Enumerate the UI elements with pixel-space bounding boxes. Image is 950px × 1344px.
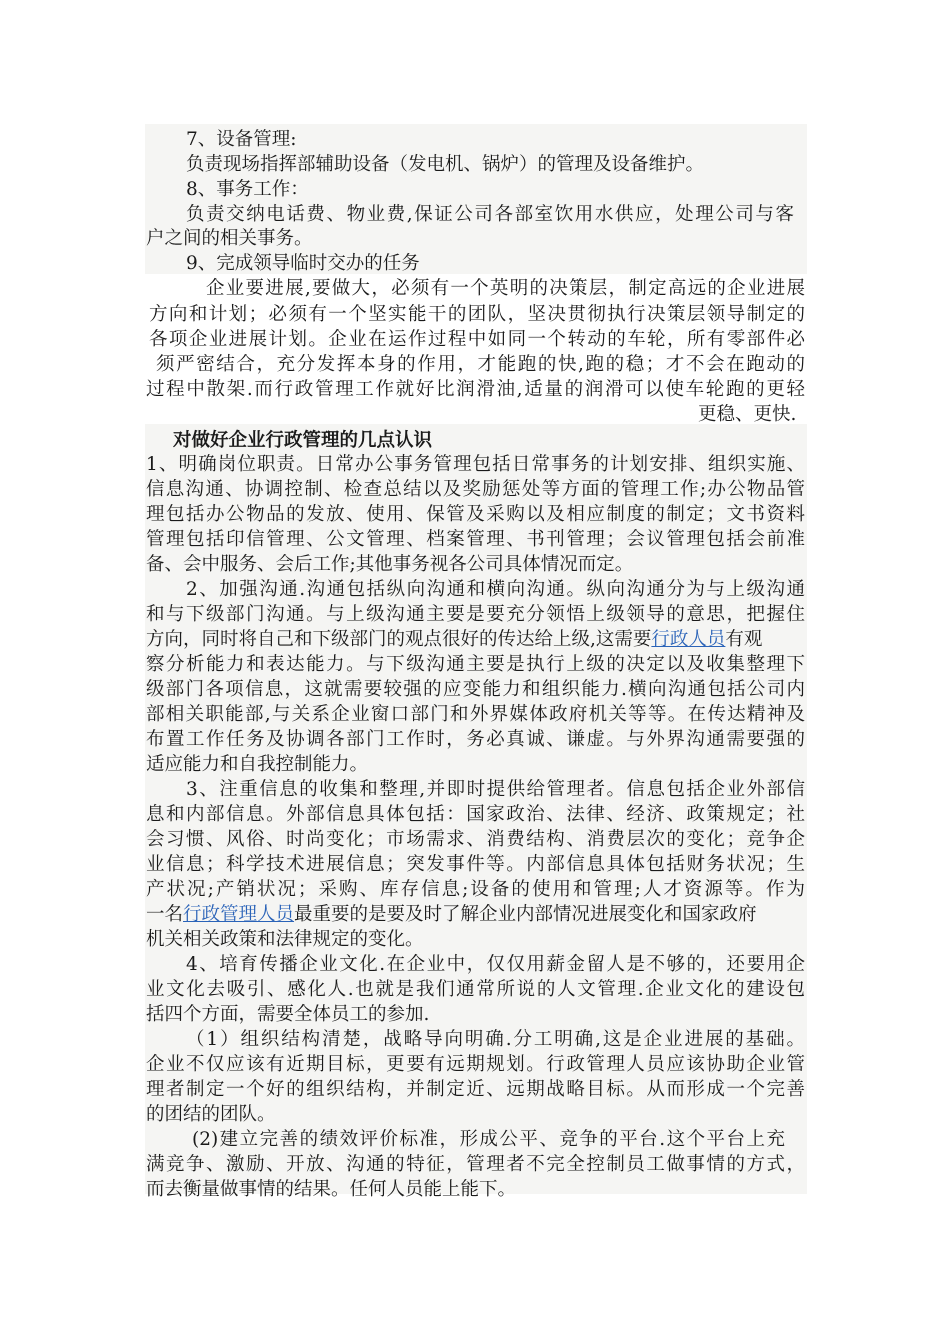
text-line: 业文化去吸引、感化人.也就是我们通常所说的人文管理.企业文化的建设包 xyxy=(146,979,805,1000)
link-admin-staff[interactable]: 行政人员 xyxy=(651,629,726,650)
text-line xyxy=(146,902,757,927)
text-line: 户之间的相关事务。 xyxy=(146,228,313,249)
text-line: 业信息；科学技术进展信息；突发事件等。内部信息具体包括财务状况；生 xyxy=(146,854,805,875)
text-line: 级部门各项信息，这就需要较强的应变能力和组织能力.横向沟通包括公司内 xyxy=(146,679,805,700)
text-line: 察分析能力和表达能力。与下级沟通主要是执行上级的决定以及收集整理下 xyxy=(146,654,805,675)
text-line: 息和内部信息。外部信息具体包括：国家政治、法律、经济、政策规定；社 xyxy=(146,804,805,825)
text-line: 管理包括印信管理、公文管理、档案管理、书刊管理；会议管理包括会前准 xyxy=(146,529,805,550)
text-line: 1、明确岗位职责。日常办公事务管理包括日常事务的计划安排、组织实施、 xyxy=(146,454,805,475)
text-segment: 方向，同时将自己和下级部门的观点很好的传达给上级,这需要 xyxy=(146,629,652,650)
text-line: 备、会中服务、会后工作;其他事务视各公司具体情况而定。 xyxy=(146,554,634,575)
text-line: 各项企业进展计划。企业在运作过程中如同一个转动的车轮，所有零部件必 xyxy=(149,329,805,350)
text-line: 部相关职能部,与关系企业窗口部门和外界媒体政府机关等等。在传达精神及 xyxy=(146,704,805,725)
text-segment: 最重要的是要及时了解企业内部情况进展变化和国家政府 xyxy=(294,904,757,925)
section-heading: 对做好企业行政管理的几点认识 xyxy=(173,430,433,451)
text-line: 括四个方面，需要全体员工的参加. xyxy=(146,1004,430,1025)
text-line: 方向和计划；必须有一个坚实能干的团队，坚决贯彻执行决策层领导制定的 xyxy=(149,304,805,325)
text-segment: 一名 xyxy=(146,904,184,925)
text-line: 布置工作任务及协调各部门工作时，务必真诚、谦虚。与外界沟通需要强的 xyxy=(146,729,805,750)
text-line xyxy=(146,627,762,652)
text-line: 企业要进展,要做大，必须有一个英明的决策层，制定高远的企业进展 xyxy=(206,278,805,299)
text-line: 机关相关政策和法律规定的变化。 xyxy=(146,929,424,950)
text-line: 更稳、更快. xyxy=(698,404,797,425)
text-line: 会习惯、风俗、时尚变化；市场需求、消费结构、消费层次的变化；竞争企 xyxy=(146,829,805,850)
text-line: 8、事务工作： xyxy=(186,179,309,200)
text-line: 的团结的团队。 xyxy=(146,1104,276,1125)
text-line: 3、注重信息的收集和整理,并即时提供给管理者。信息包括企业外部信 xyxy=(186,779,805,800)
text-line: 而去衡量做事情的结果。任何人员能上能下。 xyxy=(146,1179,517,1200)
text-line: 负责交纳电话费、物业费,保证公司各部室饮用水供应，处理公司与客 xyxy=(186,204,794,225)
text-line: 企业不仅应该有近期目标，更要有远期规划。行政管理人员应该协助企业管 xyxy=(146,1054,805,1075)
text-line: 适应能力和自我控制能力。 xyxy=(146,754,369,775)
text-line: (2)建立完善的绩效评价标准，形成公平、竞争的平台.这个平台上充 xyxy=(192,1129,785,1150)
text-line: 和与下级部门沟通。与上级沟通主要是要充分领悟上级领导的意思，把握住 xyxy=(146,604,805,625)
text-line: 产状况;产销状况；采购、库存信息;设备的使用和管理;人才资源等。作为 xyxy=(146,879,805,900)
text-line: 2、加强沟通.沟通包括纵向沟通和横向沟通。纵向沟通分为与上级沟通 xyxy=(186,579,805,600)
text-line: 过程中散架.而行政管理工作就好比润滑油,适量的润滑可以使车轮跑的更轻 xyxy=(146,379,805,400)
text-line: 7、设备管理: xyxy=(186,129,297,150)
text-line: 满竞争、激励、开放、沟通的特征，管理者不完全控制员工做事情的方式， xyxy=(146,1154,805,1175)
text-line: 负责现场指挥部辅助设备（发电机、锅炉）的管理及设备维护。 xyxy=(186,154,705,175)
text-line: 理包括办公物品的发放、使用、保管及采购以及相应制度的制定；文书资料 xyxy=(146,504,805,525)
text-line: 理者制定一个好的组织结构，并制定近、远期战略目标。从而形成一个完善 xyxy=(146,1079,805,1100)
text-line: 9、完成领导临时交办的任务 xyxy=(186,253,420,274)
text-line: （1）组织结构清楚，战略导向明确.分工明确,这是企业进展的基础。 xyxy=(186,1029,805,1050)
text-segment: 有观 xyxy=(725,629,763,650)
text-line: 信息沟通、协调控制、检查总结以及奖励惩处等方面的管理工作;办公物品管 xyxy=(146,479,805,500)
text-line: 4、培育传播企业文化.在企业中，仅仅用薪金留人是不够的，还要用企 xyxy=(186,954,805,975)
link-admin-manager[interactable]: 行政管理人员 xyxy=(183,904,295,925)
text-line: 须严密结合，充分发挥本身的作用，才能跑的快,跑的稳；才不会在跑动的 xyxy=(156,354,805,375)
